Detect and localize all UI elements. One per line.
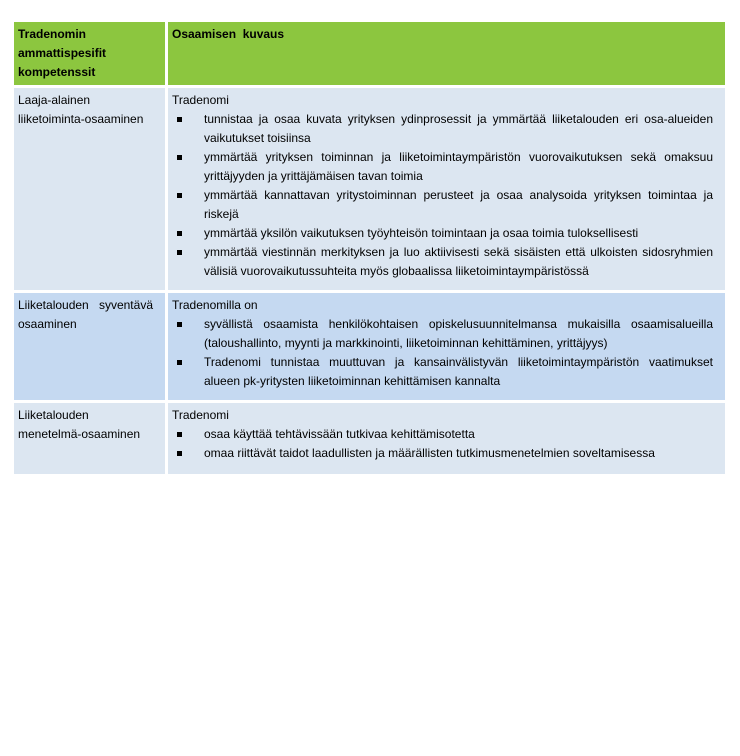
table-row-1-competence-cell (14, 88, 165, 290)
table-row-3-competence-cell (14, 403, 165, 474)
competence-name: Liiketalouden menetelmä-osaaminen (18, 408, 141, 441)
bullet-item (172, 315, 713, 353)
bullet-text: ymmärtää yrityksen toiminnan ja liiketoimintaympäristön vuorovaikutuksen sekä omaksuu yrittäjyyden ja yrittäjämäisen tavan toimia (204, 150, 713, 183)
bullet-square-icon (177, 231, 182, 236)
bullet-square-icon (177, 360, 182, 365)
description-intro: Tradenomi (172, 93, 229, 107)
bullet-square-icon (177, 432, 182, 437)
table-header-description-label: Osaamisen kuvaus (172, 27, 285, 41)
bullet-item (172, 110, 713, 148)
bullet-square-icon (177, 322, 182, 327)
bullet-text: ymmärtää viestinnän merkityksen ja luo aktiivisesti sekä sisäisten että ulkoisten sidosryhmien välisiä vuorovaikutussuhteita myös globaalissa liiketoimintaympäristössä (204, 245, 713, 278)
bullet-text: Tradenomi tunnistaa muuttuvan ja kansainvälistyvän liiketoimintaympäristön vaatimukset alueen pk-yritysten liiketoiminnan kehittämisen kannalta (204, 355, 713, 388)
bullet-square-icon (177, 451, 182, 456)
bullet-text: osaa käyttää tehtävissään tutkivaa kehittämisotetta (204, 427, 475, 441)
bullet-item (172, 243, 713, 281)
competence-table (14, 22, 725, 474)
competence-name: Liiketalouden syventävä osaaminen (18, 298, 153, 331)
bullet-square-icon (177, 193, 182, 198)
bullet-text: omaa riittävät taidot laadullisten ja määrällisten tutkimusmenetelmien soveltamisessa (204, 446, 655, 460)
bullet-item (172, 353, 713, 391)
table-header-competence-label: Tradenomin ammattispesifit kompetenssit (18, 27, 107, 79)
bullet-square-icon (177, 250, 182, 255)
table-row-2-description-cell (168, 293, 725, 400)
bullet-text: tunnistaa ja osaa kuvata yrityksen ydinprosessit ja ymmärtää liiketalouden eri osa-alueiden vaikutukset toisiinsa (204, 112, 713, 145)
table-header-description (168, 22, 725, 85)
bullet-item (172, 148, 713, 186)
bullet-text: syvällistä osaamista henkilökohtaisen opiskelusuunnitelmansa mukaisilla osaamisalueilla (taloushallinto, myynti ja markkinointi, liiketoiminnan kehittäminen, yrittäjyys) (204, 317, 713, 350)
description-intro: Tradenomi (172, 408, 229, 422)
bullet-item (172, 444, 713, 463)
table-row-3-description-cell (168, 403, 725, 474)
bullet-text: ymmärtää yksilön vaikutuksen työyhteisön toimintaan ja osaa toimia tuloksellisesti (204, 226, 639, 240)
bullet-square-icon (177, 117, 182, 122)
bullet-item (172, 425, 713, 444)
description-intro: Tradenomilla on (172, 298, 258, 312)
bullet-item (172, 186, 713, 224)
bullet-item (172, 224, 713, 243)
competence-name: Laaja-alainen liiketoiminta-osaaminen (18, 93, 144, 126)
description-bullet-list (172, 110, 713, 281)
table-row-2-competence-cell (14, 293, 165, 400)
bullet-square-icon (177, 155, 182, 160)
table-row-1-description-cell (168, 88, 725, 290)
description-bullet-list (172, 425, 713, 463)
table-header-competence (14, 22, 165, 85)
description-bullet-list (172, 315, 713, 391)
bullet-text: ymmärtää kannattavan yritystoiminnan perusteet ja osaa analysoida yrityksen toimintaa ja riskejä (204, 188, 713, 221)
